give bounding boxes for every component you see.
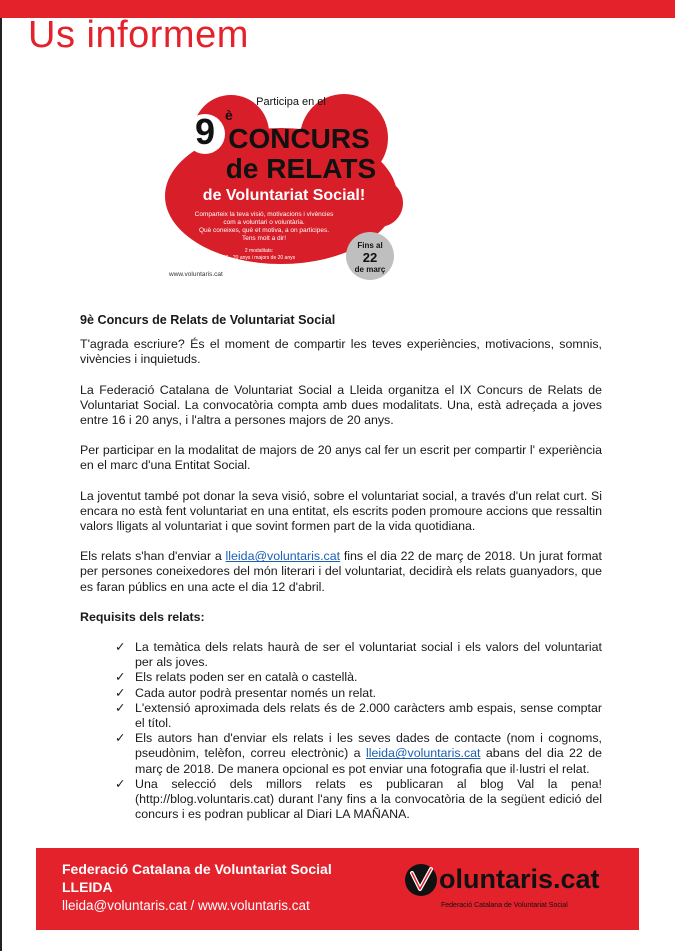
poster-number: 9 xyxy=(194,111,216,152)
article-title: 9è Concurs de Relats de Voluntariat Social xyxy=(80,313,336,327)
requirements-list xyxy=(80,640,602,822)
submission-text-end: fins el dia 22 de març de 2018. Un jurat format per persones coneixedores del món literari i del voluntariat, decidirà els relats guanyadors, que es faran públics en una acte el dia 12 d'abril. xyxy=(80,549,602,594)
list-item xyxy=(115,670,602,685)
check-icon: ✓ xyxy=(115,776,126,791)
poster-url: www.voluntaris.cat xyxy=(169,271,223,278)
footer-banner xyxy=(36,848,639,930)
list-item xyxy=(115,776,602,823)
list-item xyxy=(115,700,602,731)
footer-org: Federació Catalana de Voluntariat Social xyxy=(62,861,332,877)
poster-day: 22 xyxy=(362,250,378,265)
contest-poster xyxy=(161,78,407,284)
requirement-text: L'extensió aproximada dels relats és de 2.000 caràcters amb espais, sense comptar el títol. xyxy=(135,700,602,731)
requirement-text-end: abans del dia 22 de març de 2018. De manera opcional es pot enviar una fotografia que il·lustri el relat. xyxy=(135,746,602,776)
check-icon: ✓ xyxy=(115,670,126,685)
requirement-text: Una selecció dels millors relats es publicaran al blog Val la pena! (http://blog.voluntaris.cat) durant l'any fins a la convocatòria de la següent edició del concurs i es podran publicar al Diari LA MAÑANA. xyxy=(135,776,602,822)
footer-contact: lleida@voluntaris.cat / www.voluntaris.cat xyxy=(62,898,310,913)
voluntaris-logo xyxy=(403,862,623,916)
logo-subtitle: Federació Catalana de Voluntariat Social xyxy=(441,902,568,909)
logo-text: oluntaris.cat xyxy=(439,864,600,894)
poster-participa: Participa en el xyxy=(256,96,326,108)
paragraph-intro: T'agrada escriure? És el moment de compartir les teves experiències, motivacions, somnis, vivències i inquietuds. xyxy=(80,337,602,367)
check-icon: ✓ xyxy=(115,640,126,655)
left-border-line xyxy=(0,18,2,951)
poster-ages: 16 - 20 anys i majors de 20 anys xyxy=(222,255,296,261)
paragraph-youth: La joventut també pot donar la seva visió, sobre el voluntariat social, a través d'un relat curt. Si encara no està fent voluntariat en una entitat, els escrits poden promoure accions que ressaltin valors lligats al voluntariat i que sovint formen part de la vida quotidiana. xyxy=(80,488,602,534)
submission-text-start: Els relats s'han d'enviar a xyxy=(80,549,226,564)
check-icon: ✓ xyxy=(115,731,126,746)
logo-v-icon xyxy=(403,862,439,898)
poster-line3: de Voluntariat Social! xyxy=(202,187,366,204)
list-item xyxy=(115,685,602,701)
requirement-text: La temàtica dels relats haurà de ser el voluntariat social i els valors del voluntariat per als joves. xyxy=(135,640,602,670)
poster-superscript: è xyxy=(225,107,233,123)
poster-desc1: Comparteix la teva visió, motivacions i vivències xyxy=(194,211,334,218)
paragraph-submission xyxy=(80,549,602,595)
poster-desc2: com a voluntari o voluntària. xyxy=(223,219,305,226)
requirement-text: Els autors han d'enviar els relats i les seves dades de contacte (nom i cognoms, pseudònim, telèfon, correu electrònic) a xyxy=(135,731,602,761)
email-link-requirements[interactable]: lleida@voluntaris.cat xyxy=(365,746,481,761)
list-item xyxy=(115,640,602,670)
poster-line2: de RELATS xyxy=(225,153,377,184)
footer-city: LLEIDA xyxy=(62,879,113,895)
requirements-title: Requisits dels relats: xyxy=(80,609,205,624)
paragraph-adults: Per participar en la modalitat de majors de 20 anys cal fer un escrit per compartir l' experiència en el marc d'una Entitat Social. xyxy=(80,443,602,473)
poster-desc3: Què coneixes, què et motiva, a on participes. xyxy=(198,227,330,234)
poster-desc4: Tens molt a dir! xyxy=(241,235,287,242)
check-icon: ✓ xyxy=(115,700,126,715)
article-body xyxy=(80,313,602,822)
poster-month: de març xyxy=(354,265,386,274)
check-icon: ✓ xyxy=(115,685,126,700)
paragraph-organizer: La Federació Catalana de Voluntariat Social a Lleida organitza el IX Concurs de Relats de Voluntariat Social. La convocatòria compta amb dues modalitats. Una, està adreçada a joves entre 16 i 20 anys, i l'altra a persones majors de 20 anys. xyxy=(80,382,602,428)
poster-line1: CONCURS xyxy=(228,123,370,154)
list-item xyxy=(115,731,602,777)
poster-fins: Fins al xyxy=(357,241,383,250)
poster-modalitats: 2 modalitats: xyxy=(244,248,274,254)
email-link[interactable]: lleida@voluntaris.cat xyxy=(225,549,341,564)
requirement-text: Els relats poden ser en català o castellà. xyxy=(135,670,358,685)
requirement-text: Cada autor podrà presentar només un relat. xyxy=(135,685,377,700)
page-title: Us informem xyxy=(28,14,249,56)
